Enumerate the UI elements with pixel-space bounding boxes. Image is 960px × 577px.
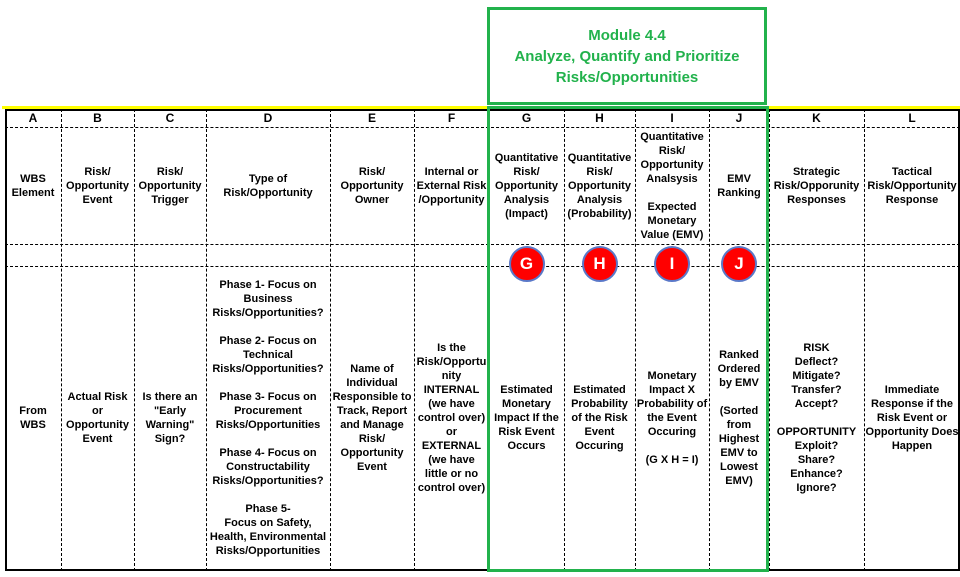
badge-j: J: [721, 246, 757, 282]
column-letter-b: B: [93, 111, 102, 125]
column-body-j: Ranked Ordered by EMV (Sorted from Highest EMV to Lowest EMV): [717, 348, 761, 487]
column-header-d: Type of Risk/Opportunity: [223, 173, 313, 199]
column-letter-c: C: [165, 111, 175, 125]
column-body-a: From WBS: [19, 404, 47, 431]
badge-i: I: [654, 246, 690, 282]
badge-g: G: [509, 246, 545, 282]
column-header-c: Risk/ Opportunity Trigger: [138, 166, 202, 206]
column-body-g: Estimated Monetary Impact If the Risk Event Occurs: [494, 383, 559, 452]
column-body-h: Estimated Probability of the Risk Event Occuring: [571, 383, 628, 452]
column-body-f: Is the Risk/Opportu nity INTERNAL (we have control over) or EXTERNAL (we have little or no control over): [416, 341, 487, 494]
module-title-box: [487, 7, 767, 105]
column-header-j: EMV Ranking: [717, 173, 761, 199]
column-header-l: Tactical Risk/Opportunity Response: [867, 166, 957, 206]
module-title: Module 4.4: [588, 26, 666, 44]
column-header-h: Quantitative Risk/ Opportunity Analysis (Probability): [567, 152, 632, 220]
column-body-d: Phase 1- Focus on Business Risks/Opportunities? Phase 2- Focus on Technical Risks/Opportunities? Phase 3- Focus on Procurement Risks/Opportunities Phase 4- Focus on Constructability Risks/Opportunities? Phase 5- Focus on Safety, Health, Environmental Risks/Opportunities: [209, 278, 327, 557]
column-letter-l: L: [908, 111, 916, 125]
column-header-f: Internal or External Risk /Opportunity: [416, 166, 487, 206]
column-body-l: Immediate Response if the Risk Event or Opportunity Does Happen: [865, 383, 959, 452]
column-letter-h: H: [595, 111, 604, 125]
column-letter-i: I: [670, 111, 674, 125]
column-letter-g: G: [521, 111, 532, 125]
module-subtitle-line2: Risks/Opportunities: [555, 68, 699, 86]
column-letter-k: K: [812, 111, 821, 125]
column-letter-j: J: [735, 111, 743, 125]
column-letter-a: A: [28, 111, 38, 125]
column-letter-d: D: [263, 111, 273, 125]
column-body-k: RISK Deflect? Mitigate? Transfer? Accept? OPPORTUNITY Exploit? Share? Enhance? Ignore?: [776, 341, 857, 494]
column-header-a: WBS Element: [11, 173, 55, 199]
badge-h: H: [582, 246, 618, 282]
column-header-i: Quantitative Risk/ Opportunity Analsysis Expected Monetary Value (EMV): [640, 131, 704, 241]
column-letter-f: F: [447, 111, 456, 125]
column-header-k: Strategic Risk/Opporunity Responses: [773, 166, 860, 206]
column-body-e: Name of Individual Responsible to Track, Report and Manage Risk/ Opportunity Event: [332, 362, 412, 473]
column-letter-e: E: [367, 111, 376, 125]
row-divider: [5, 244, 960, 245]
column-body-b: Actual Risk or Opportunity Event: [66, 390, 129, 445]
module-subtitle-line1: Analyze, Quantify and Prioritize: [514, 47, 740, 65]
module-highlight-frame: [487, 106, 769, 572]
column-body-c: Is there an "Early Warning" Sign?: [142, 390, 198, 445]
column-header-e: Risk/ Opportunity Owner: [340, 166, 404, 206]
column-header-b: Risk/ Opportunity Event: [66, 166, 129, 206]
column-body-i: Monetary Impact X Probability of the Event Occuring (G X H = I): [636, 369, 708, 466]
column-header-g: Quantitative Risk/ Opportunity Analysis (Impact): [494, 152, 559, 220]
